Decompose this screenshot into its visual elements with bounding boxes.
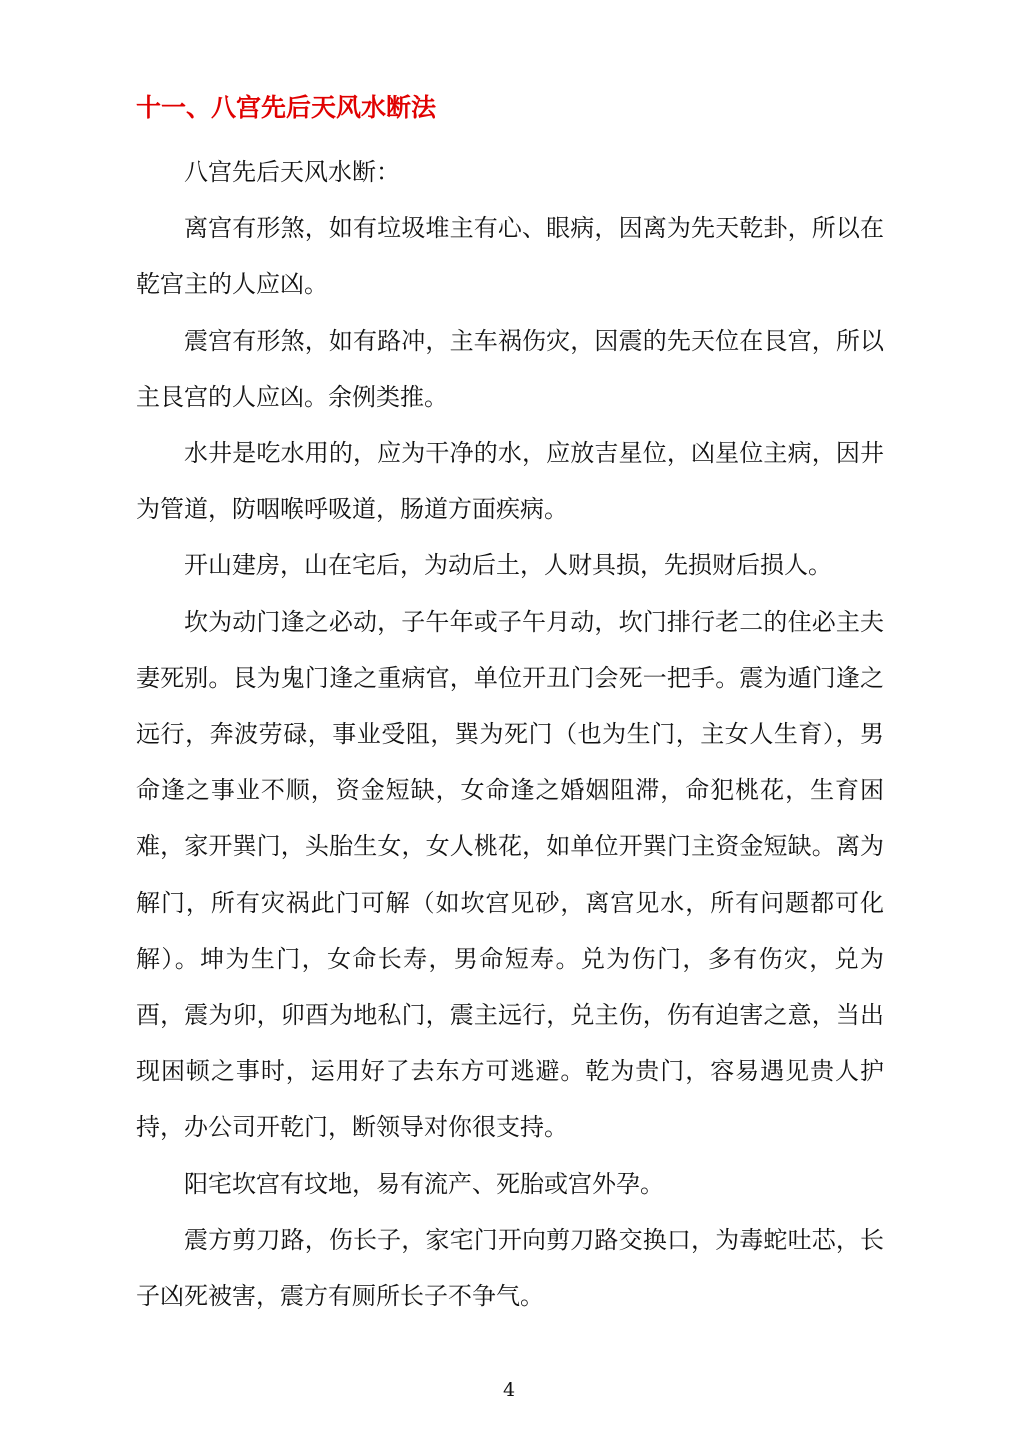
paragraph-water-well: 水井是吃水用的，应为干净的水，应放吉星位，凶星位主病，因井为管道，防咽喉呼吸道，肠道方面疾病。	[136, 439, 884, 524]
page-number: 4	[502, 1379, 516, 1401]
paragraph-intro: 八宫先后天风水断：	[184, 158, 400, 186]
paragraph-kan-grave: 阳宅坎宫有坟地，易有流产、死胎或宫外孕。	[184, 1169, 664, 1198]
section-heading: 十一、八宫先后天风水断法	[136, 93, 437, 122]
paragraph-li-palace: 离宫有形煞，如有垃圾堆主有心、眼病，因离为先天乾卦，所以在乾宫主的人应凶。	[136, 214, 884, 299]
paragraph-scissor-road: 震方剪刀路，伤长子，家宅门开向剪刀路交换口，为毒蛇吐芯，长子凶死被害，震方有厕所长子不争气。	[136, 1225, 884, 1311]
document-body	[136, 86, 884, 1324]
paragraph-eight-doors: 坎为动门逢之必动，子午年或子午月动，坎门排行老二的住必主夫妻死别。艮为鬼门逢之重病官，单位开丑门会死一把手。震为遁门逢之远行，奔波劳碌，事业受阻，巽为死门（也为生门，主女人生育），男命逢之事业不顺，资金短缺，女命逢之婚姻阻滞，命犯桃花，生育困难，家开巽门，头胎生女，女人桃花，如单位开巽门主资金短缺。离为解门，所有灾祸此门可解（如坎宫见砂，离宫见水，所有问题都可化解）。坤为生门，女命长寿，男命短寿。兑为伤门，多有伤灾，兑为酉，震为卯，卯酉为地私门，震主远行，兑主伤，伤有迫害之意，当出现困顿之事时，运用好了去东方可逃避。乾为贵门，容易遇见贵人护持，办公司开乾门，断领导对你很支持。	[136, 607, 884, 1142]
paragraph-building: 开山建房，山在宅后，为动后土，人财具损，先损财后损人。	[184, 551, 832, 580]
paragraph-zhen-palace: 震宫有形煞，如有路冲，主车祸伤灾，因震的先天位在艮宫，所以主艮宫的人应凶。余例类推。	[136, 326, 884, 411]
